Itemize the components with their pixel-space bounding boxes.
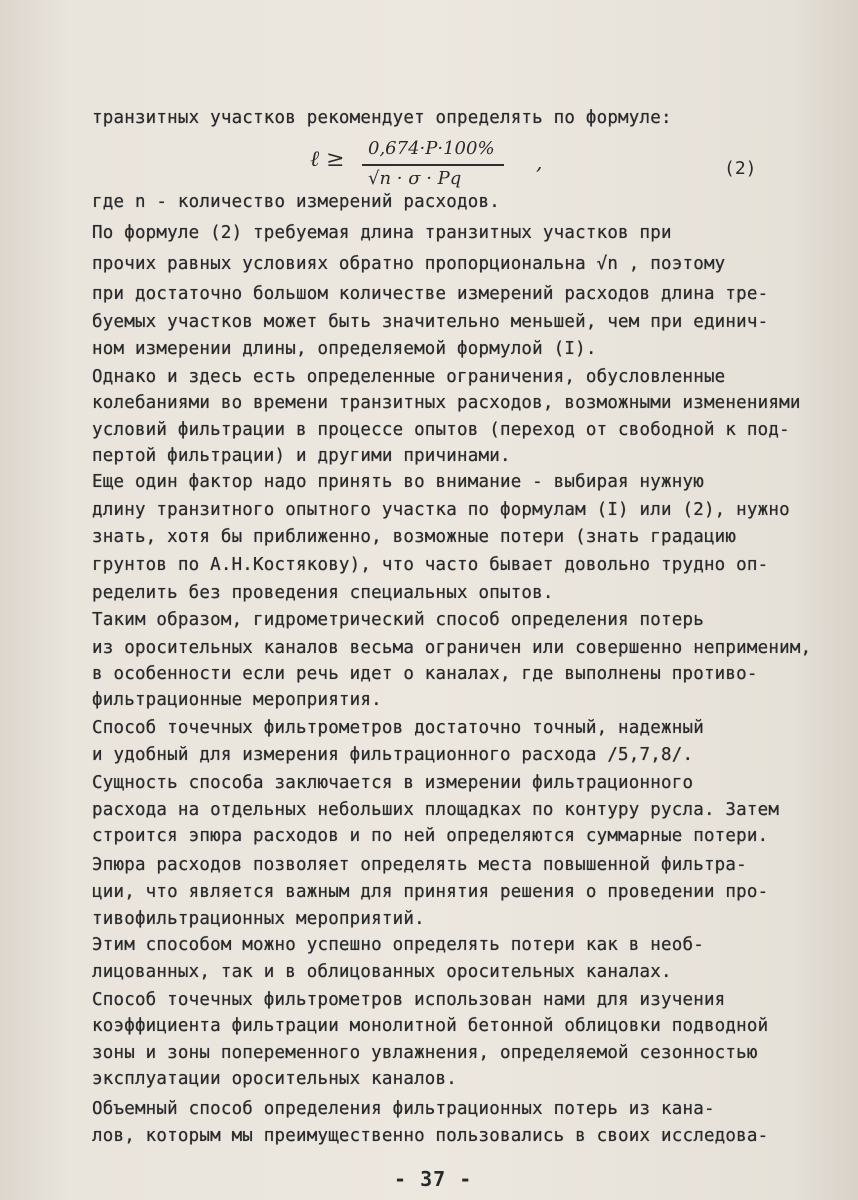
text-line: при достаточно большом количестве измерений расходов длина тре- xyxy=(92,284,769,304)
text-line: ном измерении длины, определяемой формулой (I). xyxy=(92,339,597,359)
text-line: лов, которым мы преимущественно пользовались в своих исследова- xyxy=(92,1126,769,1146)
text-line: пертой фильтрации) и другими причинами. xyxy=(92,446,511,466)
text-line: тивофильтрационных мероприятий. xyxy=(92,909,425,929)
formula-denominator: √n · σ · Pq xyxy=(368,168,462,189)
page-number: - 37 - xyxy=(394,1167,473,1191)
text-line: расхода на отдельных небольших площадках по контуру русла. Затем xyxy=(92,800,780,820)
text-line: прочих равных условиях обратно пропорциональна √n , поэтому xyxy=(92,254,726,274)
text-line: длину транзитного опытного участка по формулам (I) или (2), нужно xyxy=(92,500,790,520)
formula-numerator: 0,674·P·100% xyxy=(368,138,495,159)
text-line: ции, что является важным для принятия решения о проведении про- xyxy=(92,882,769,902)
text-line: лицованных, так и в облицованных оросительных каналах. xyxy=(92,962,672,982)
text-line: ределить без проведения специальных опытов. xyxy=(92,583,554,603)
text-line: эксплуатации оросительных каналов. xyxy=(92,1069,458,1089)
text-line: Эпюра расходов позволяет определять места повышенной фильтра- xyxy=(92,855,747,875)
text-line: зоны и зоны попеременного увлажнения, определяемой сезонностью xyxy=(92,1043,758,1063)
text-line: Способ точечных фильтрометров достаточно точный, надежный xyxy=(92,718,704,738)
text-line: Таким образом, гидрометрический способ определения потерь xyxy=(92,610,704,630)
text-line: По формуле (2) требуемая длина транзитных участков при xyxy=(92,223,672,243)
text-line: транзитных участков рекомендует определять по формуле: xyxy=(92,108,672,128)
text-line: Этим способом можно успешно определять потери как в необ- xyxy=(92,935,704,955)
text-line: и удобный для измерения фильтрационного расхода /5,7,8/. xyxy=(92,745,694,765)
text-line: буемых участков может быть значительно меньшей, чем при единич- xyxy=(92,312,769,332)
text-line: Способ точечных фильтрометров использован нами для изучения xyxy=(92,990,726,1010)
text-line: фильтрационные мероприятия. xyxy=(92,690,382,710)
fraction-bar xyxy=(362,164,504,166)
text-line: условий фильтрации в процессе опытов (переход от свободной к под- xyxy=(92,420,790,440)
text-line: строится эпюра расходов и по ней определяются суммарные потери. xyxy=(92,826,769,846)
text-line: Еще один фактор надо принять во внимание - выбирая нужную xyxy=(92,472,704,492)
formula-number: (2) xyxy=(724,158,757,179)
formula-lhs: ℓ ≥ xyxy=(310,147,345,172)
text-line: Объемный способ определения фильтрационных потерь из кана- xyxy=(92,1099,715,1119)
text-line: грунтов по А.Н.Костякову), что часто бывает довольно трудно оп- xyxy=(92,555,769,575)
text-line: коэффициента фильтрации монолитной бетонной облицовки подводной xyxy=(92,1016,769,1036)
text-line: где n - количество измерений расходов. xyxy=(92,192,500,212)
text-line: знать, хотя бы приближенно, возможные потери (знать градацию xyxy=(92,527,737,547)
text-line: колебаниями во времени транзитных расходов, возможными изменениями xyxy=(92,393,801,413)
text-line: в особенности если речь идет о каналах, где выполнены противо- xyxy=(92,664,758,684)
formula-comma: , xyxy=(536,150,543,174)
text-line: Однако и здесь есть определенные ограничения, обусловленные xyxy=(92,367,726,387)
text-line: Сущность способа заключается в измерении фильтрационного xyxy=(92,773,694,793)
text-line: из оросительных каналов весьма ограничен или совершенно неприменим, xyxy=(92,638,812,658)
